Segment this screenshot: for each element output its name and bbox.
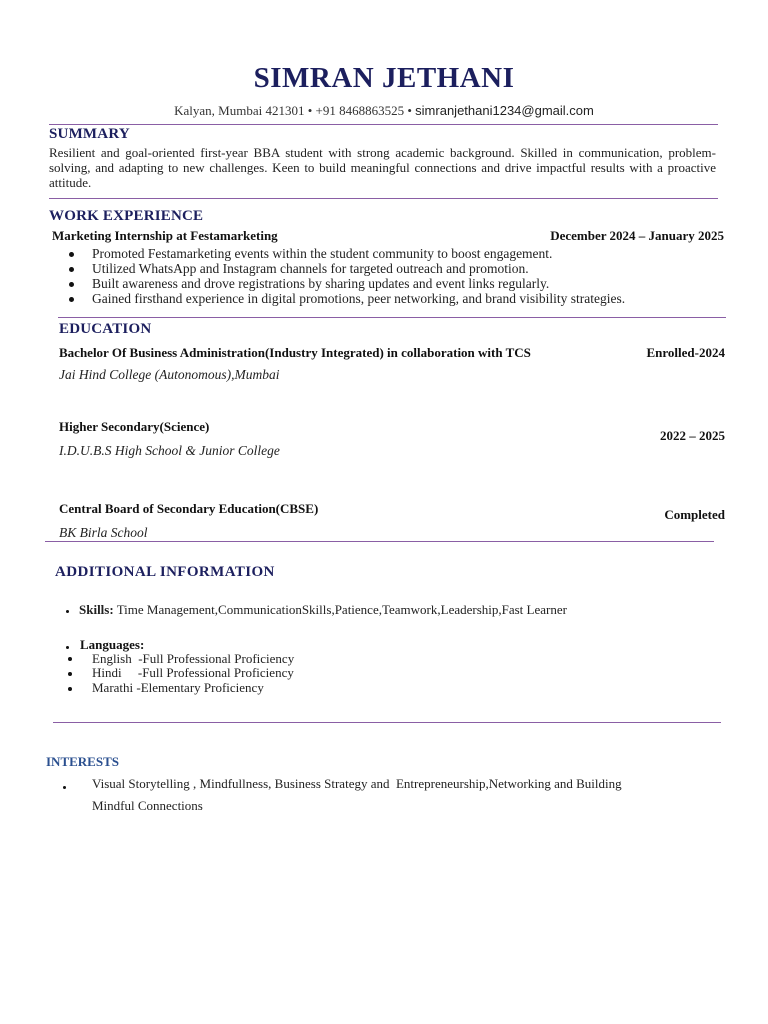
work-bullet: Built awareness and drove registrations by sharing updates and event links regularly. <box>92 276 550 291</box>
skills-list: Time Management,CommunicationSkills,Patience,Teamwork,Leadership,Fast Learner <box>113 602 567 617</box>
interests-line-2: Mindful Connections <box>92 798 203 813</box>
education-degree: Bachelor Of Business Administration(Industry Integrated) in collaboration with TCS <box>59 345 531 360</box>
bullet-dot <box>63 786 66 789</box>
work-bullet: Promoted Festamarketing events within the student community to boost engagement. <box>92 246 553 261</box>
education-degree: Central Board of Secondary Education(CBSE) <box>59 501 319 516</box>
summary-text: Resilient and goal-oriented first-year BBA student with strong academic background. Skilled in communication, problem-solving, and adapting to new challenges. Keen to build meaningful connections and drive impactful results with a proactive attitude. <box>49 145 716 190</box>
education-divider <box>45 541 714 542</box>
work-role: Marketing Internship at Festamarketing <box>52 228 278 243</box>
summary-heading: SUMMARY <box>49 126 130 142</box>
work-bullet: Gained firsthand experience in digital promotions, peer networking, and brand visibility strategies. <box>92 291 626 306</box>
bullet-dot <box>66 646 69 649</box>
language-item: Marathi -Elementary Proficiency <box>92 680 264 695</box>
interests-heading: INTERESTS <box>46 754 119 769</box>
languages-label: Languages: <box>80 637 145 652</box>
bullet-dot <box>69 282 74 287</box>
language-item: Hindi -Full Professional Proficiency <box>92 665 294 680</box>
education-heading: EDUCATION <box>59 321 152 337</box>
education-status: Completed <box>664 507 725 522</box>
education-degree: Higher Secondary(Science) <box>59 419 210 434</box>
interests-line-1: Visual Storytelling , Mindfullness, Business Strategy and Entrepreneurship,Networking and Building <box>92 776 622 791</box>
work-divider <box>58 317 726 318</box>
education-school: Jai Hind College (Autonomous),Mumbai <box>59 367 280 382</box>
bullet-dot <box>68 672 72 676</box>
summary-divider <box>49 198 718 199</box>
additional-divider <box>53 722 721 723</box>
bullet-dot <box>69 267 74 272</box>
bullet-dot <box>68 687 72 691</box>
language-item: English -Full Professional Proficiency <box>92 651 295 666</box>
education-school: BK Birla School <box>59 525 148 540</box>
work-heading: WORK EXPERIENCE <box>49 208 204 224</box>
bullet-dot <box>66 610 69 613</box>
education-status: Enrolled-2024 <box>646 345 725 360</box>
skills-label: Skills: <box>79 602 114 617</box>
work-bullet: Utilized WhatsApp and Instagram channels for targeted outreach and promotion. <box>92 261 529 276</box>
contact-details: Kalyan, Mumbai 421301 • +91 8468863525 • <box>174 103 412 118</box>
skills-line <box>79 602 567 618</box>
candidate-name: SIMRAN JETHANI <box>253 62 515 94</box>
bullet-dot <box>69 297 74 302</box>
email-address: simranjethani1234@gmail.com <box>415 103 594 118</box>
education-school: I.D.U.B.S High School & Junior College <box>59 443 280 458</box>
bullet-dot <box>69 252 74 257</box>
additional-heading: ADDITIONAL INFORMATION <box>55 564 275 580</box>
contact-line <box>0 103 768 119</box>
bullet-dot <box>68 657 72 661</box>
header-divider <box>49 124 718 125</box>
work-dates: December 2024 – January 2025 <box>550 228 724 243</box>
education-status: 2022 – 2025 <box>660 428 725 443</box>
